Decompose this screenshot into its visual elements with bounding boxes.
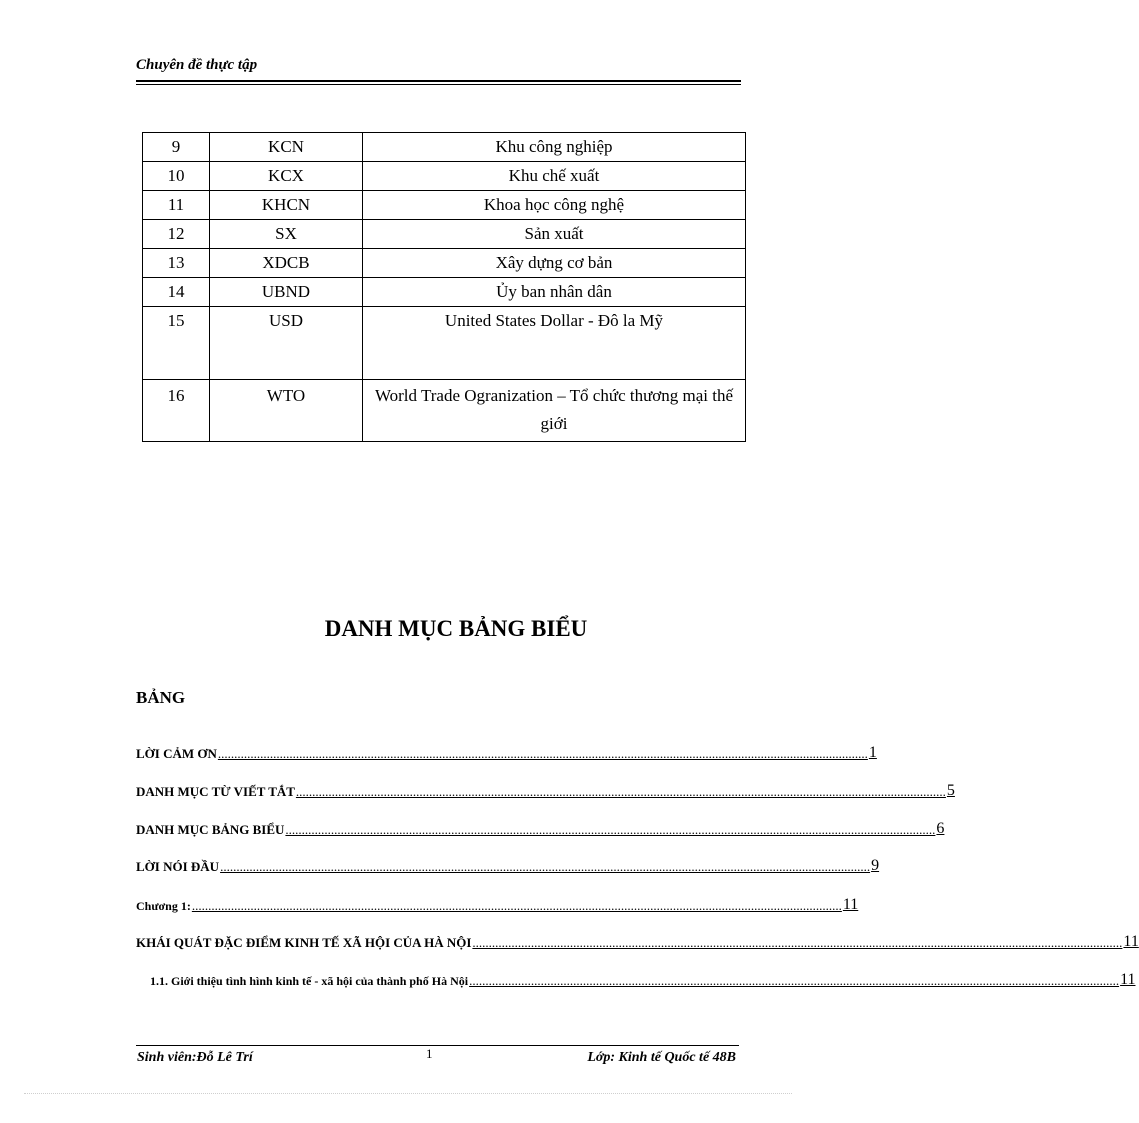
- toc-entry-label: KHÁI QUÁT ĐẶC ĐIỂM KINH TẾ XÃ HỘI CỦA HÀ NỘI: [136, 935, 472, 950]
- meaning: Ủy ban nhân dân: [363, 278, 746, 307]
- toc-entry-page: 11: [842, 896, 859, 913]
- row-number: 11: [143, 191, 210, 220]
- header-rule: [136, 80, 741, 82]
- row-number: 10: [143, 162, 210, 191]
- abbreviation: KCX: [210, 162, 363, 191]
- table-row: [143, 249, 746, 278]
- toc-entry[interactable]: [136, 857, 880, 875]
- toc-entry[interactable]: [136, 820, 945, 838]
- table-row: [143, 162, 746, 191]
- toc-entry[interactable]: [150, 971, 1136, 989]
- toc-entry[interactable]: [136, 782, 955, 800]
- toc-entry-label: DANH MỤC TỪ VIẾT TẮT: [136, 784, 295, 799]
- toc-entry-label: Chương 1:: [136, 899, 191, 913]
- toc-entry-page: 1: [868, 744, 877, 761]
- meaning: Sản xuất: [363, 220, 746, 249]
- toc-entry-label: LỜI NÓI ĐẦU: [136, 859, 220, 874]
- meaning: Xây dựng cơ bản: [363, 249, 746, 278]
- footer-class: Lớp: Kinh tế Quốc tế 48B: [587, 1050, 736, 1065]
- toc-leader-dots: ........................................................................................................................................................................................................: [472, 935, 1123, 950]
- footer-rule: [136, 1045, 739, 1046]
- meaning: Khu chế xuất: [363, 162, 746, 191]
- toc-leader-dots: ........................................................................................................................................................................................................: [295, 784, 946, 799]
- table-row: [143, 278, 746, 307]
- abbreviation: USD: [210, 307, 363, 380]
- row-number: 13: [143, 249, 210, 278]
- table-row: [143, 191, 746, 220]
- header-title: Chuyên đề thực tập: [136, 57, 258, 73]
- toc-entry[interactable]: [136, 933, 1139, 951]
- toc-leader-dots: ........................................................................................................................................................................................................: [469, 973, 1120, 988]
- toc-entry-page: 6: [936, 820, 945, 837]
- abbreviation: XDCB: [210, 249, 363, 278]
- meaning: United States Dollar - Đô la Mỹ: [363, 307, 746, 380]
- meaning: World Trade Ogranization – Tổ chức thương mại thế giới: [363, 380, 746, 442]
- abbreviation: UBND: [210, 278, 363, 307]
- footer-page-number: 1: [426, 1046, 433, 1061]
- subheading: BẢNG: [136, 688, 186, 707]
- toc-leader-dots: ........................................................................................................................................................................................................: [191, 898, 842, 913]
- row-number: 12: [143, 220, 210, 249]
- toc-entry-label: 1.1. Giới thiệu tình hình kinh tế - xã hội của thành phố Hà Nội: [150, 974, 469, 988]
- toc-entry-page: 9: [871, 857, 880, 874]
- toc-leader-dots: ........................................................................................................................................................................................................: [217, 746, 868, 761]
- abbreviation: KHCN: [210, 191, 363, 220]
- abbreviation: WTO: [210, 380, 363, 442]
- table-row: [143, 220, 746, 249]
- row-number: 16: [143, 380, 210, 442]
- toc-entry-page: 11: [1123, 933, 1139, 950]
- toc-entry[interactable]: [136, 896, 859, 914]
- meaning: Khu công nghiệp: [363, 133, 746, 162]
- abbreviation: SX: [210, 220, 363, 249]
- table-row: [143, 133, 746, 162]
- toc-entry-label: LỜI CẢM ƠN: [136, 746, 217, 761]
- abbreviation: KCN: [210, 133, 363, 162]
- table-row: [143, 307, 746, 380]
- toc-entry-page: 11: [1120, 971, 1136, 988]
- row-number: 9: [143, 133, 210, 162]
- table-row: [143, 380, 746, 442]
- footer-student: Sinh viên:Đỗ Lê Trí: [137, 1050, 253, 1065]
- toc-entry-label: DANH MỤC BẢNG BIỂU: [136, 822, 285, 837]
- toc-leader-dots: ........................................................................................................................................................................................................: [220, 859, 871, 874]
- page-edge: [24, 1093, 792, 1094]
- toc-entry-page: 5: [946, 782, 955, 799]
- row-number: 15: [143, 307, 210, 380]
- row-number: 14: [143, 278, 210, 307]
- abbreviation-table: [142, 132, 746, 442]
- toc-entry[interactable]: [136, 744, 877, 762]
- meaning: Khoa học công nghệ: [363, 191, 746, 220]
- header-rule-thin: [136, 84, 741, 85]
- section-title: DANH MỤC BẢNG BIỂU: [324, 616, 588, 641]
- toc-leader-dots: ........................................................................................................................................................................................................: [285, 822, 936, 837]
